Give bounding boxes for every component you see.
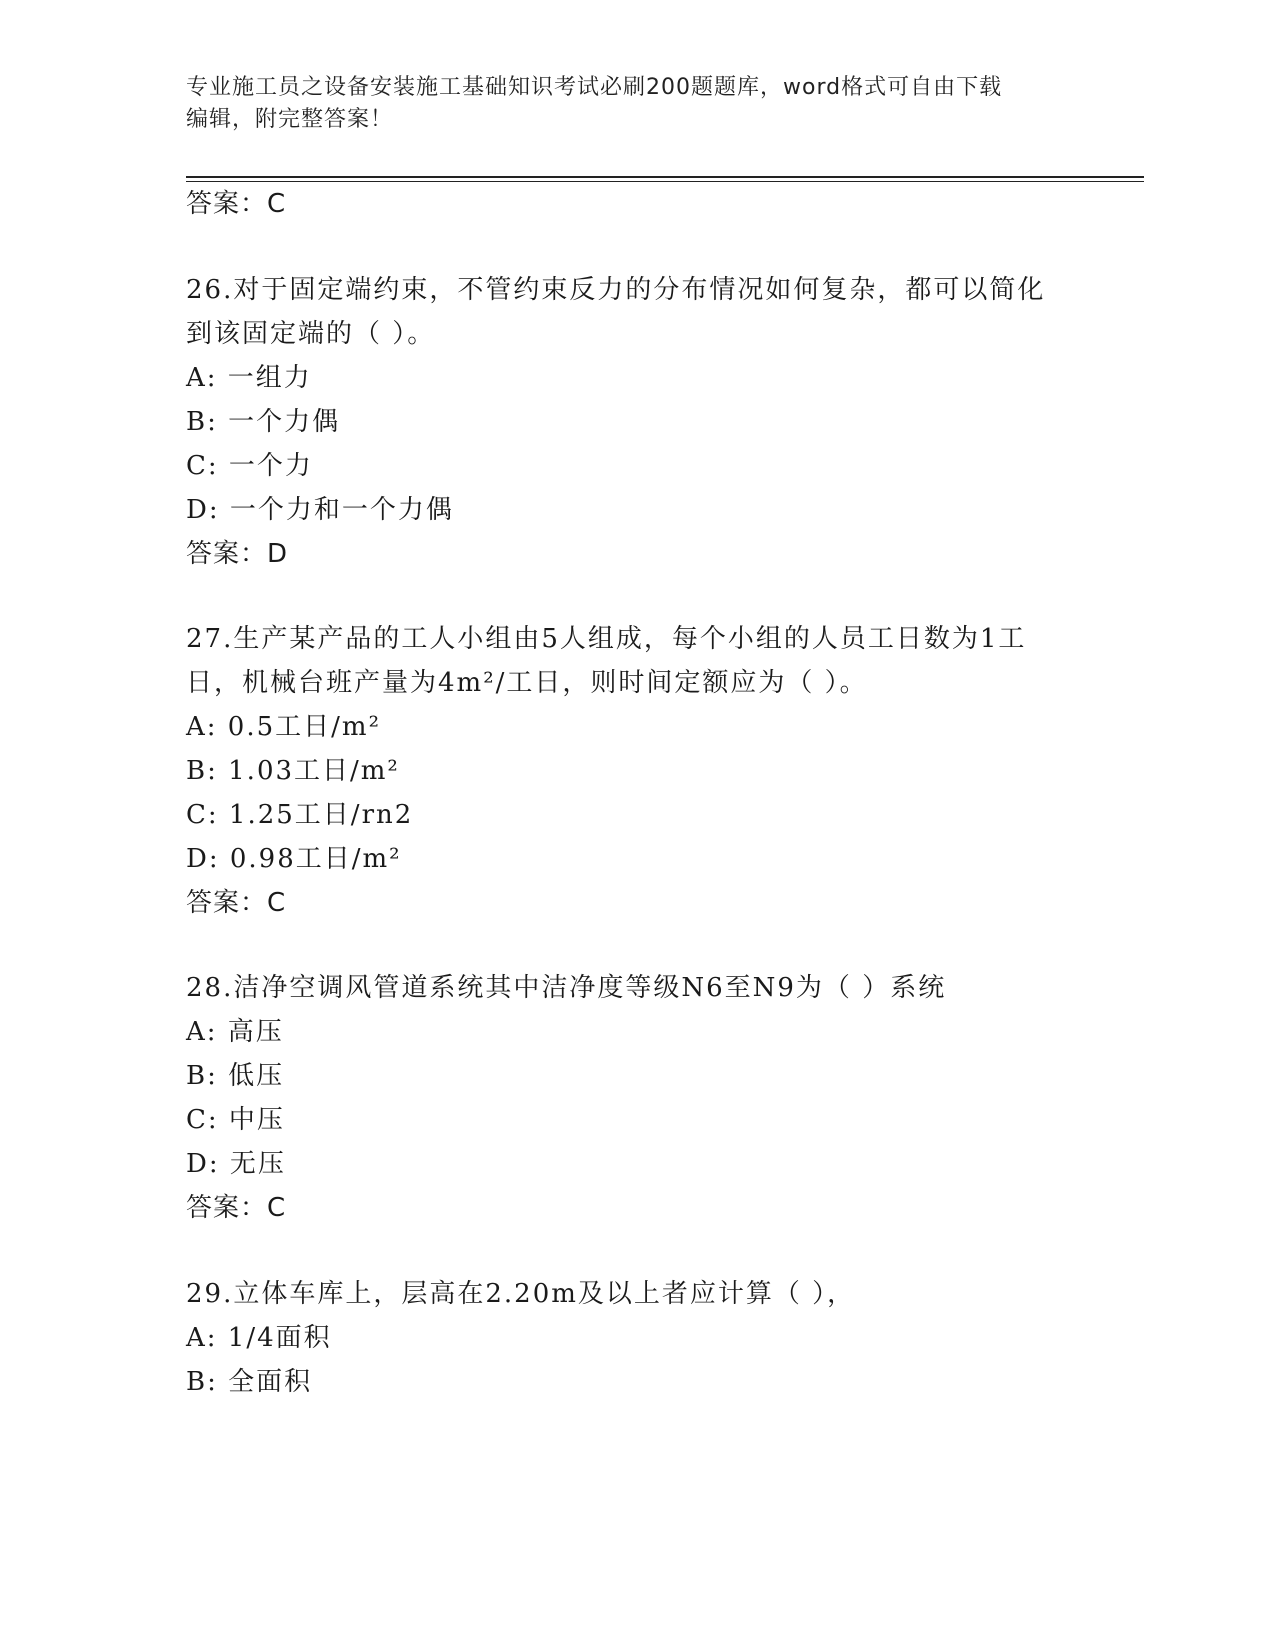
q29-option-a: A: 1/4面积 <box>186 1323 332 1353</box>
q28-option-c: C: 中压 <box>186 1105 285 1135</box>
q28-option-b: B: 低压 <box>186 1061 285 1091</box>
q26-option-c: C: 一个力 <box>186 451 313 481</box>
header-rule-thick <box>186 176 1144 178</box>
document-header <box>186 72 1086 136</box>
q26-option-b: B: 一个力偶 <box>186 407 341 437</box>
answer-25: 答案：C <box>186 189 287 219</box>
q27-option-d: D: 0.98工日/m² <box>186 844 402 874</box>
q27-stem-line-2: 日，机械台班产量为4m²/工日，则时间定额应为（ ）。 <box>186 668 868 698</box>
q26-stem-line-2: 到该固定端的（ ）。 <box>186 319 436 349</box>
q28-stem-line-1: 28.洁净空调风管道系统其中洁净度等级N6至N9为（ ）系统 <box>186 973 947 1003</box>
header-line-2: 编辑，附完整答案！ <box>186 107 394 132</box>
q26-option-d: D: 一个力和一个力偶 <box>186 495 454 525</box>
q27-answer: 答案：C <box>186 888 287 918</box>
q26-answer: 答案：D <box>186 539 289 569</box>
q27-option-b: B: 1.03工日/m² <box>186 756 400 786</box>
q28-option-d: D: 无压 <box>186 1149 286 1179</box>
q27-stem-line-1: 27.生产某产品的工人小组由5人组成，每个小组的人员工日数为1工 <box>186 624 1027 654</box>
q29-option-b: B: 全面积 <box>186 1367 313 1397</box>
header-rule-thin <box>186 181 1144 182</box>
q27-option-a: A: 0.5工日/m² <box>186 712 381 742</box>
q26-option-a: A: 一组力 <box>186 363 312 393</box>
q26-stem-line-1: 26.对于固定端约束，不管约束反力的分布情况如何复杂，都可以简化 <box>186 275 1046 305</box>
header-line-1: 专业施工员之设备安装施工基础知识考试必刷200题题库，word格式可自由下载 <box>186 75 1003 100</box>
q28-option-a: A: 高压 <box>186 1017 284 1047</box>
q27-option-c: C: 1.25工日/rn2 <box>186 800 414 830</box>
q28-answer: 答案：C <box>186 1193 287 1223</box>
q29-stem-line-1: 29.立体车库上，层高在2.20m及以上者应计算（ ）， <box>186 1279 856 1309</box>
